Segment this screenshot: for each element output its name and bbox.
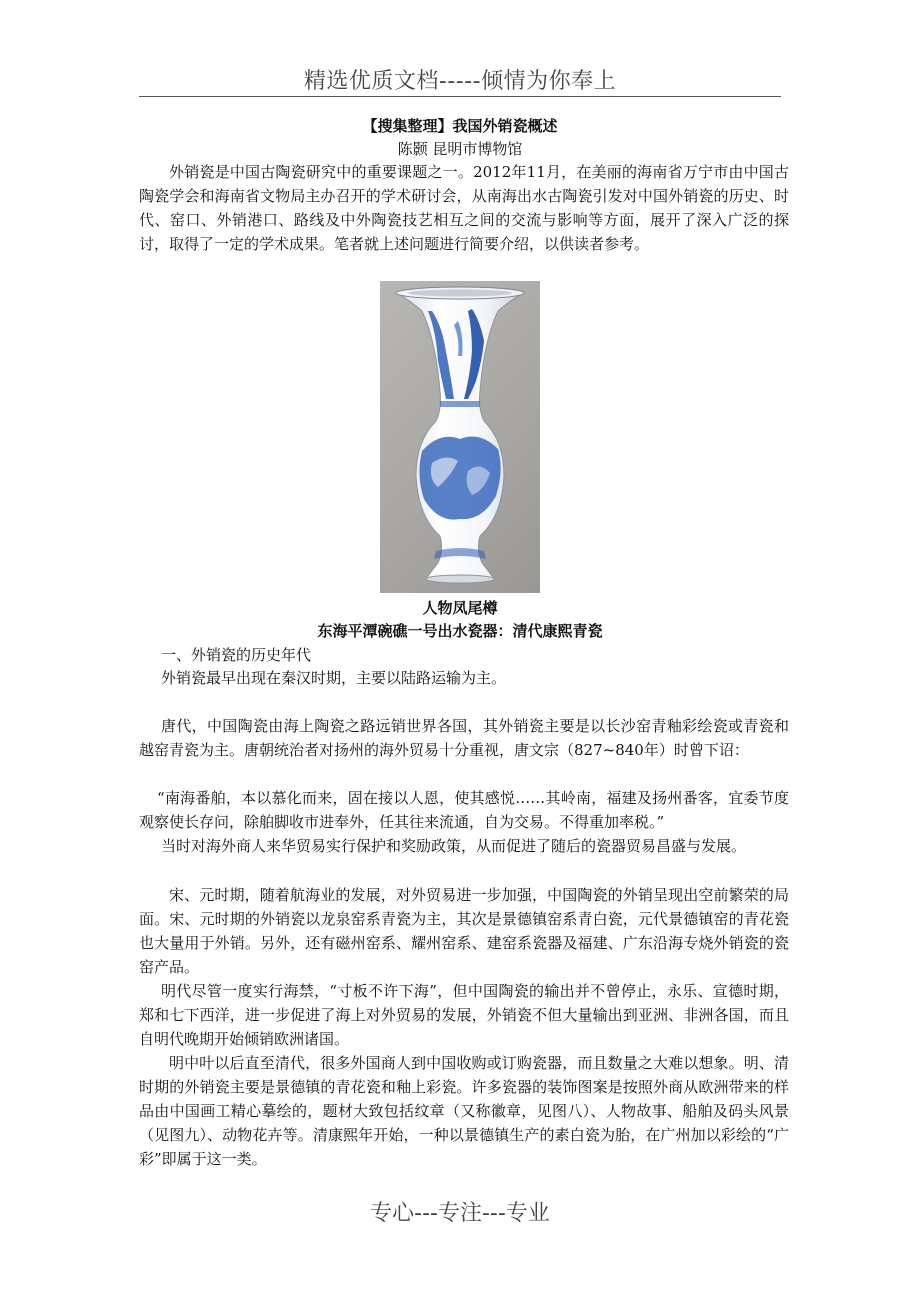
article-title: 【搜集整理】我国外销瓷概述 <box>362 117 558 135</box>
paragraph-policy: 当时对海外商人来华贸易实行保护和奖励政策，从而促进了随后的瓷器贸易昌盛与发展。 <box>161 837 747 855</box>
page-header: 精选优质文档-----倾情为你奉上 <box>303 69 617 94</box>
figure-caption-title: 人物凤尾樽 <box>422 599 498 617</box>
paragraph-qin-han: 外销瓷最早出现在秦汉时期，主要以陆路运输为主。 <box>161 669 507 687</box>
article-author: 陈颢 昆明市博物馆 <box>397 140 523 158</box>
page-footer: 专心---专注---专业 <box>370 1201 550 1226</box>
paragraph-song-yuan: 宋、元时期，随着航海业的发展，对外贸易进一步加强，中国陶瓷的外销呈现出空前繁荣的局面。宋、元时期的外销瓷以龙泉窑系青瓷为主，其次是景德镇窑系青白瓷，元代景德镇窑的青花瓷也大量用于外销。另外，还有磁州窑系、耀州窑系、建窑系瓷器及福建、广东沿海专烧外销瓷的瓷窑产品。 <box>139 886 789 976</box>
vase-image-icon <box>380 281 540 593</box>
paragraph-tang: 唐代，中国陶瓷由海上陶瓷之路远销世界各国，其外销瓷主要是以长沙窑青釉彩绘瓷或青瓷和越窑青瓷为主。唐朝统治者对扬州的海外贸易十分重视，唐文宗（827~840年）时曾下诏： <box>139 717 789 759</box>
vase-photo <box>380 281 540 593</box>
paragraph-ming: 明代尽管一度实行海禁，“寸板不许下海”，但中国陶瓷的输出并不曾停止，永乐、宣德时期，郑和七下西洋，进一步促进了海上对外贸易的发展，外销瓷不但大量输出到亚洲、非洲各国，而且自明代晚期开始倾销欧洲诸国。 <box>139 982 789 1048</box>
figure-caption-subtitle: 东海平潭碗礁一号出水瓷器：清代康熙青瓷 <box>317 622 603 640</box>
intro-paragraph: 外销瓷是中国古陶瓷研究中的重要课题之一。2012年11月，在美丽的海南省万宁市由中国古陶瓷学会和海南省文物局主办召开的学术研讨会，从南海出水古陶瓷引发对中国外销瓷的历史、时代、窑口、外销港口、路线及中外陶瓷技艺相互之间的交流与影响等方面，展开了深入广泛的探讨，取得了一定的学术成果。笔者就上述问题进行简要介绍，以供读者参考。 <box>139 163 789 253</box>
paragraph-edict-quote: “南海番舶，本以慕化而来，固在接以人恩，使其感悦……其岭南，福建及扬州番客，宜委节度观察使长存问，除舶脚收市进奉外，任其往来流通，自为交易。不得重加率税。” <box>139 789 789 831</box>
section-heading: 一、外销瓷的历史年代 <box>161 646 312 664</box>
paragraph-ming-qing: 明中叶以后直至清代，很多外国商人到中国收购或订购瓷器，而且数量之大难以想象。明、清时期的外销瓷主要是景德镇的青花瓷和釉上彩瓷。许多瓷器的装饰图案是按照外商从欧洲带来的样品由中国画工精心摹绘的，题材大致包括纹章（又称徽章，见图八）、人物故事、船舶及码头风景（见图九）、动物花卉等。清康熙年开始，一种以景德镇生产的素白瓷为胎，在广州加以彩绘的“广彩”即属于这一类。 <box>139 1054 789 1168</box>
header-divider <box>139 96 781 97</box>
